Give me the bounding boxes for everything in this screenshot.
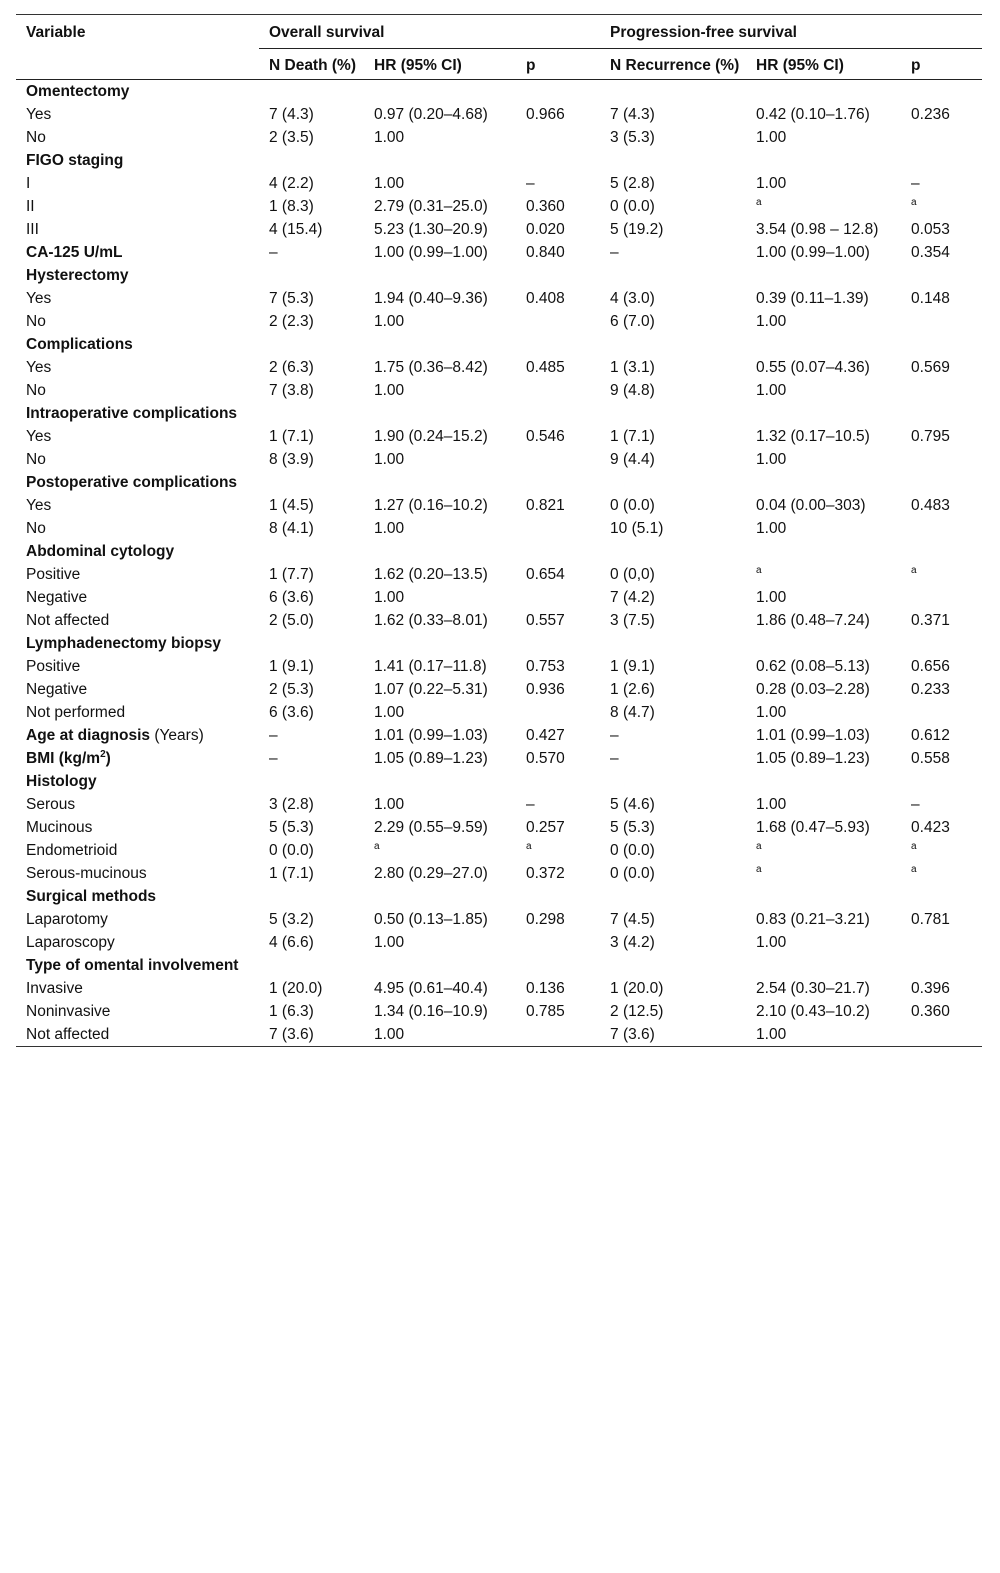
cell-os-n: 7 (4.3) bbox=[269, 106, 314, 123]
cell-os-hr: 0.50 (0.13–1.85) bbox=[374, 911, 488, 928]
cell-pfs-hr: 1.00 bbox=[756, 382, 787, 399]
cell-os-p: 0.546 bbox=[526, 428, 565, 445]
cell-pfs-p bbox=[901, 563, 982, 586]
footnote-marker: a bbox=[374, 841, 380, 852]
cell-pfs-n: 4 (3.0) bbox=[610, 290, 655, 307]
cell-pfs-hr: 1.05 (0.89–1.23) bbox=[756, 750, 870, 767]
table-row bbox=[16, 379, 982, 402]
group-row bbox=[16, 80, 982, 104]
cell-pfs-hr: 0.39 (0.11–1.39) bbox=[756, 290, 869, 307]
cell-os-n: 1 (7.7) bbox=[269, 566, 314, 583]
table-row bbox=[16, 931, 982, 954]
row-label: I bbox=[26, 175, 31, 192]
row-label: FIGO staging bbox=[26, 152, 124, 169]
cell-os-hr: 1.62 (0.20–13.5) bbox=[374, 566, 488, 583]
cell-pfs-hr: 0.62 (0.08–5.13) bbox=[756, 658, 870, 675]
header-pfs-n-recurrence: N Recurrence (%) bbox=[610, 57, 740, 74]
superscript: 2 bbox=[100, 749, 106, 760]
cell-os-hr: 1.94 (0.40–9.36) bbox=[374, 290, 488, 307]
row-label: Positive bbox=[26, 658, 81, 675]
cell-os-hr: 1.00 (0.99–1.00) bbox=[374, 244, 488, 261]
cell-os-hr: 1.01 (0.99–1.03) bbox=[374, 727, 488, 744]
cell-pfs-p bbox=[901, 517, 982, 540]
cell-pfs-n: 5 (5.3) bbox=[610, 819, 655, 836]
cell-pfs-p: 0.396 bbox=[911, 980, 950, 997]
table-row bbox=[16, 195, 982, 218]
cell-os-n: 4 (2.2) bbox=[269, 175, 314, 192]
group-row bbox=[16, 632, 982, 655]
cell-os-p: – bbox=[526, 175, 535, 192]
footnote-marker: a bbox=[911, 565, 917, 576]
cell-pfs-hr: 1.32 (0.17–10.5) bbox=[756, 428, 870, 445]
cell-pfs-n: 0 (0,0) bbox=[610, 566, 655, 583]
table-row bbox=[16, 517, 982, 540]
cell-os-p bbox=[516, 126, 600, 149]
cell-os-p bbox=[516, 701, 600, 724]
footnote-marker: a bbox=[756, 565, 762, 576]
cell-pfs-p bbox=[901, 448, 982, 471]
cell-pfs-n: 5 (19.2) bbox=[610, 221, 664, 238]
row-label: Negative bbox=[26, 589, 88, 606]
row-label: No bbox=[26, 382, 46, 399]
cell-os-hr: 1.34 (0.16–10.9) bbox=[374, 1003, 488, 1020]
cell-pfs-p: 0.360 bbox=[911, 1003, 950, 1020]
cell-pfs-hr: 2.10 (0.43–10.2) bbox=[756, 1003, 870, 1020]
cell-os-hr: 1.00 bbox=[374, 934, 405, 951]
cell-os-n: 1 (8.3) bbox=[269, 198, 314, 215]
cell-pfs-n: 9 (4.8) bbox=[610, 382, 655, 399]
table-row bbox=[16, 1000, 982, 1023]
cell-os-p: 0.020 bbox=[526, 221, 565, 238]
table-row bbox=[16, 724, 982, 747]
group-row bbox=[16, 471, 982, 494]
header-row-2 bbox=[16, 49, 982, 80]
cell-os-p: 0.936 bbox=[526, 681, 565, 698]
row-label: Serous-mucinous bbox=[26, 865, 147, 882]
cell-os-hr: 1.90 (0.24–15.2) bbox=[374, 428, 488, 445]
cell-os-n: 7 (3.6) bbox=[259, 1023, 364, 1047]
cell-pfs-hr: 0.83 (0.21–3.21) bbox=[756, 911, 870, 928]
row-label: Not affected bbox=[16, 1023, 259, 1047]
cell-pfs-p: 0.423 bbox=[911, 819, 950, 836]
cell-os-p: – bbox=[526, 796, 535, 813]
cell-os-hr: 1.00 bbox=[374, 589, 405, 606]
cell-os-p: 0.785 bbox=[526, 1003, 565, 1020]
footnote-marker: a bbox=[756, 197, 762, 208]
cell-os-n: 7 (3.8) bbox=[269, 382, 314, 399]
cell-os-n: 2 (3.5) bbox=[269, 129, 314, 146]
cell-os-n: 0 (0.0) bbox=[269, 842, 314, 859]
cell-pfs-n: 7 (4.5) bbox=[610, 911, 655, 928]
cell-os-n: 1 (7.1) bbox=[269, 865, 314, 882]
row-label: Positive bbox=[26, 566, 81, 583]
cell-pfs-hr bbox=[746, 862, 901, 885]
cell-pfs-hr: 0.42 (0.10–1.76) bbox=[756, 106, 870, 123]
cell-os-p: 0.570 bbox=[526, 750, 565, 767]
cell-os-p bbox=[516, 448, 600, 471]
table-row bbox=[16, 839, 982, 862]
cell-pfs-p: 0.236 bbox=[911, 106, 950, 123]
cell-pfs-n: 2 (12.5) bbox=[610, 1003, 664, 1020]
cell-pfs-p bbox=[901, 310, 982, 333]
cell-pfs-p bbox=[901, 931, 982, 954]
cell-pfs-p bbox=[901, 839, 982, 862]
row-label: Serous bbox=[26, 796, 76, 813]
cell-pfs-p: 0.795 bbox=[911, 428, 950, 445]
table-row bbox=[16, 862, 982, 885]
cell-pfs-hr: 0.28 (0.03–2.28) bbox=[756, 681, 870, 698]
cell-os-n: 4 (15.4) bbox=[269, 221, 323, 238]
cell-os-hr: 1.00 bbox=[374, 129, 405, 146]
row-label: Abdominal cytology bbox=[26, 543, 175, 560]
cell-os-p: 0.427 bbox=[526, 727, 565, 744]
row-label: Yes bbox=[26, 497, 52, 514]
table-row bbox=[16, 908, 982, 931]
cell-os-p bbox=[516, 517, 600, 540]
cell-os-p bbox=[516, 310, 600, 333]
cell-pfs-hr: 1.00 bbox=[756, 129, 787, 146]
header-os-p: p bbox=[526, 57, 536, 74]
cell-os-hr: 2.79 (0.31–25.0) bbox=[374, 198, 488, 215]
cell-pfs-n: – bbox=[610, 244, 619, 261]
row-label: Invasive bbox=[26, 980, 83, 997]
cell-pfs-hr bbox=[746, 195, 901, 218]
cell-pfs-p: 0.781 bbox=[911, 911, 950, 928]
cell-os-n: 1 (7.1) bbox=[269, 428, 314, 445]
group-row bbox=[16, 540, 982, 563]
cell-os-n: 8 (4.1) bbox=[269, 520, 314, 537]
row-label: Yes bbox=[26, 290, 52, 307]
cell-pfs-p: – bbox=[911, 175, 920, 192]
cell-os-hr: 1.62 (0.33–8.01) bbox=[374, 612, 488, 629]
cell-os-hr: 1.00 bbox=[374, 704, 405, 721]
table-row bbox=[16, 310, 982, 333]
header-pfs-p: p bbox=[911, 57, 921, 74]
cell-os-hr: 1.27 (0.16–10.2) bbox=[374, 497, 488, 514]
table-row bbox=[16, 816, 982, 839]
table-row bbox=[16, 701, 982, 724]
cell-pfs-n: 1 (7.1) bbox=[610, 428, 655, 445]
table-row bbox=[16, 356, 982, 379]
cell-os-hr: 1.41 (0.17–11.8) bbox=[374, 658, 487, 675]
table-row bbox=[16, 172, 982, 195]
row-label: Yes bbox=[26, 428, 52, 445]
cell-pfs-p bbox=[901, 862, 982, 885]
cell-os-p bbox=[516, 931, 600, 954]
cell-os-hr: 2.29 (0.55–9.59) bbox=[374, 819, 488, 836]
cell-pfs-p: 0.483 bbox=[911, 497, 950, 514]
group-row bbox=[16, 149, 982, 172]
cell-os-hr: 1.00 bbox=[374, 520, 405, 537]
cell-os-p bbox=[516, 379, 600, 402]
cell-pfs-hr: 1.00 bbox=[756, 175, 787, 192]
cell-os-p: 0.257 bbox=[526, 819, 565, 836]
cell-os-n: – bbox=[269, 750, 278, 767]
header-overall-survival: Overall survival bbox=[259, 15, 600, 49]
row-label: CA-125 U/mL bbox=[26, 244, 123, 261]
cell-os-n: 7 (5.3) bbox=[269, 290, 314, 307]
cell-pfs-hr: 2.54 (0.30–21.7) bbox=[756, 980, 870, 997]
cell-pfs-n: 6 (7.0) bbox=[610, 313, 655, 330]
row-label: Endometrioid bbox=[26, 842, 118, 859]
cell-pfs-hr bbox=[746, 839, 901, 862]
cell-pfs-n: 0 (0.0) bbox=[610, 865, 655, 882]
cell-pfs-n: 8 (4.7) bbox=[610, 704, 655, 721]
row-label: No bbox=[26, 451, 46, 468]
cell-pfs-p: 0.354 bbox=[911, 244, 950, 261]
cell-pfs-p bbox=[901, 126, 982, 149]
cell-pfs-hr: 1.00 bbox=[746, 1023, 901, 1047]
group-row bbox=[16, 954, 982, 977]
cell-pfs-hr: 1.01 (0.99–1.03) bbox=[756, 727, 870, 744]
cell-pfs-n: 7 (4.2) bbox=[610, 589, 655, 606]
row-label bbox=[16, 724, 259, 747]
cell-os-hr: 1.00 bbox=[374, 313, 405, 330]
table-row bbox=[16, 448, 982, 471]
cell-pfs-p bbox=[901, 195, 982, 218]
cell-os-hr: 1.00 bbox=[374, 796, 405, 813]
cell-os-n: 1 (4.5) bbox=[269, 497, 314, 514]
row-label: Surgical methods bbox=[26, 888, 157, 905]
header-row-1 bbox=[16, 15, 982, 49]
cell-pfs-n: 0 (0.0) bbox=[610, 198, 655, 215]
row-label: Intraoperative complications bbox=[26, 405, 238, 422]
cell-os-p: 0.840 bbox=[526, 244, 565, 261]
row-label bbox=[16, 747, 259, 770]
cell-pfs-p bbox=[901, 379, 982, 402]
footnote-marker: a bbox=[911, 864, 917, 875]
cell-os-p bbox=[516, 586, 600, 609]
cell-os-p bbox=[516, 839, 600, 862]
row-label: Negative bbox=[26, 681, 88, 698]
cell-os-hr: 1.05 (0.89–1.23) bbox=[374, 750, 488, 767]
cell-pfs-n: 9 (4.4) bbox=[610, 451, 655, 468]
cell-pfs-p: 0.656 bbox=[911, 658, 950, 675]
row-label: Not performed bbox=[26, 704, 126, 721]
cell-pfs-hr: 1.00 bbox=[756, 934, 787, 951]
cell-pfs-p: 0.612 bbox=[911, 727, 950, 744]
cell-os-n: 2 (5.3) bbox=[269, 681, 314, 698]
row-label: Hysterectomy bbox=[26, 267, 129, 284]
cell-os-hr: 0.97 (0.20–4.68) bbox=[374, 106, 488, 123]
cell-pfs-p: 0.148 bbox=[911, 290, 950, 307]
cell-pfs-p bbox=[901, 586, 982, 609]
cell-pfs-p: 0.053 bbox=[911, 221, 950, 238]
table-row bbox=[16, 494, 982, 517]
cell-os-n: 2 (2.3) bbox=[269, 313, 314, 330]
table-row bbox=[16, 793, 982, 816]
cell-pfs-n: 1 (3.1) bbox=[610, 359, 655, 376]
cell-pfs-hr: 0.55 (0.07–4.36) bbox=[756, 359, 870, 376]
cell-os-n: 6 (3.6) bbox=[269, 589, 314, 606]
cell-os-n: – bbox=[269, 244, 278, 261]
table-container bbox=[16, 14, 982, 1047]
cell-pfs-p: 0.569 bbox=[911, 359, 950, 376]
footnote-marker: a bbox=[756, 864, 762, 875]
cell-os-n: 6 (3.6) bbox=[269, 704, 314, 721]
cell-os-n: 3 (2.8) bbox=[269, 796, 314, 813]
cell-pfs-hr: 3.54 (0.98 – 12.8) bbox=[756, 221, 879, 238]
cell-os-hr: 1.00 bbox=[374, 451, 405, 468]
cell-pfs-n: 3 (4.2) bbox=[610, 934, 655, 951]
cell-os-hr: 2.80 (0.29–27.0) bbox=[374, 865, 488, 882]
cell-os-hr: 1.00 bbox=[364, 1023, 516, 1047]
cell-pfs-hr: 0.04 (0.00–303) bbox=[756, 497, 866, 514]
table-body bbox=[16, 80, 982, 1047]
cell-pfs-hr: 1.00 (0.99–1.00) bbox=[756, 244, 870, 261]
cell-os-p: 0.557 bbox=[526, 612, 565, 629]
cell-pfs-n: 0 (0.0) bbox=[610, 497, 655, 514]
cell-pfs-p: 0.233 bbox=[911, 681, 950, 698]
table-row bbox=[16, 425, 982, 448]
cell-os-p: 0.372 bbox=[526, 865, 565, 882]
footnote-marker: a bbox=[756, 841, 762, 852]
cell-pfs-hr: 1.00 bbox=[756, 704, 787, 721]
row-label: No bbox=[26, 129, 46, 146]
row-label: Yes bbox=[26, 106, 52, 123]
footnote-marker: a bbox=[911, 197, 917, 208]
cell-pfs-n: 1 (2.6) bbox=[610, 681, 655, 698]
group-row bbox=[16, 402, 982, 425]
cell-os-p: 0.654 bbox=[526, 566, 565, 583]
cell-pfs-n: 0 (0.0) bbox=[610, 842, 655, 859]
cell-os-n: 1 (20.0) bbox=[269, 980, 323, 997]
cell-os-n: 2 (5.0) bbox=[269, 612, 314, 629]
table-row bbox=[16, 678, 982, 701]
cell-os-n: – bbox=[269, 727, 278, 744]
footnote-marker: a bbox=[526, 841, 532, 852]
cell-os-n: 8 (3.9) bbox=[269, 451, 314, 468]
cell-os-hr: 5.23 (1.30–20.9) bbox=[374, 221, 488, 238]
cell-pfs-hr: 1.00 bbox=[756, 589, 787, 606]
cell-os-hr bbox=[364, 839, 516, 862]
table-row bbox=[16, 103, 982, 126]
cell-os-n: 5 (3.2) bbox=[269, 911, 314, 928]
row-label: Lymphadenectomy biopsy bbox=[26, 635, 221, 652]
cell-os-p: 0.485 bbox=[526, 359, 565, 376]
table-row bbox=[16, 747, 982, 770]
row-label: Complications bbox=[26, 336, 133, 353]
cell-os-p: 0.753 bbox=[526, 658, 565, 675]
cell-pfs-n: 7 (3.6) bbox=[600, 1023, 746, 1047]
row-label: Omentectomy bbox=[16, 80, 259, 104]
cell-pfs-n: 3 (5.3) bbox=[610, 129, 655, 146]
cell-os-p: 0.408 bbox=[526, 290, 565, 307]
cell-os-n: 5 (5.3) bbox=[269, 819, 314, 836]
table-row bbox=[16, 609, 982, 632]
table-row bbox=[16, 977, 982, 1000]
table-row bbox=[16, 586, 982, 609]
table-row bbox=[16, 655, 982, 678]
cell-pfs-n: 10 (5.1) bbox=[610, 520, 664, 537]
cell-pfs-p: – bbox=[911, 796, 920, 813]
group-row bbox=[16, 885, 982, 908]
table-row bbox=[16, 241, 982, 264]
cell-pfs-n: 5 (4.6) bbox=[610, 796, 655, 813]
group-row bbox=[16, 333, 982, 356]
row-label-bold: Age at diagnosis bbox=[26, 727, 151, 744]
cell-pfs-hr: 1.00 bbox=[756, 313, 787, 330]
cell-pfs-n: – bbox=[610, 750, 619, 767]
cell-os-n: 1 (6.3) bbox=[269, 1003, 314, 1020]
cell-pfs-p bbox=[901, 701, 982, 724]
header-progression-free-survival: Progression-free survival bbox=[600, 15, 982, 49]
cell-os-hr: 1.75 (0.36–8.42) bbox=[374, 359, 488, 376]
cell-pfs-n: 1 (20.0) bbox=[610, 980, 664, 997]
table-row bbox=[16, 126, 982, 149]
row-label: No bbox=[26, 313, 46, 330]
group-row bbox=[16, 264, 982, 287]
cell-os-p: 0.298 bbox=[526, 911, 565, 928]
cell-pfs-n: 7 (4.3) bbox=[610, 106, 655, 123]
cell-pfs-hr bbox=[746, 563, 901, 586]
cell-os-n: 4 (6.6) bbox=[269, 934, 314, 951]
cell-os-p: 0.136 bbox=[526, 980, 565, 997]
row-label-bold: BMI $(kg/m^2)$ bbox=[26, 749, 111, 767]
footnote-marker: a bbox=[911, 841, 917, 852]
row-label: Yes bbox=[26, 359, 52, 376]
group-row bbox=[16, 770, 982, 793]
row-label: Not affected bbox=[26, 612, 110, 629]
cell-pfs-hr: 1.00 bbox=[756, 451, 787, 468]
cell-pfs-p bbox=[901, 1023, 982, 1047]
cell-pfs-n: 1 (9.1) bbox=[610, 658, 655, 675]
cell-os-p: 0.360 bbox=[526, 198, 565, 215]
survival-table bbox=[16, 14, 982, 1047]
cell-os-p: 0.821 bbox=[526, 497, 565, 514]
cell-pfs-hr: 1.00 bbox=[756, 796, 787, 813]
cell-pfs-p: 0.558 bbox=[911, 750, 950, 767]
header-pfs-hr: HR (95% CI) bbox=[756, 57, 844, 74]
row-label-unit: (Years) bbox=[150, 727, 204, 744]
cell-os-p: 0.966 bbox=[526, 106, 565, 123]
cell-pfs-n: 5 (2.8) bbox=[610, 175, 655, 192]
cell-pfs-n: – bbox=[610, 727, 619, 744]
row-label: Postoperative complications bbox=[26, 474, 238, 491]
table-row bbox=[16, 1023, 982, 1047]
cell-os-hr: 1.07 (0.22–5.31) bbox=[374, 681, 488, 698]
row-label: Histology bbox=[26, 773, 97, 790]
cell-os-hr: 4.95 (0.61–40.4) bbox=[374, 980, 488, 997]
cell-os-hr: 1.00 bbox=[374, 382, 405, 399]
cell-os-n: 1 (9.1) bbox=[269, 658, 314, 675]
row-label: II bbox=[26, 198, 35, 215]
cell-pfs-hr: 1.68 (0.47–5.93) bbox=[756, 819, 870, 836]
cell-os-p bbox=[516, 1023, 600, 1047]
header-os-hr: HR (95% CI) bbox=[374, 57, 462, 74]
row-label: Type of omental involvement bbox=[26, 957, 239, 974]
cell-os-hr: 1.00 bbox=[374, 175, 405, 192]
row-label: No bbox=[26, 520, 46, 537]
row-label: Noninvasive bbox=[26, 1003, 111, 1020]
cell-pfs-hr: 1.86 (0.48–7.24) bbox=[756, 612, 870, 629]
table-row bbox=[16, 218, 982, 241]
table-row bbox=[16, 563, 982, 586]
cell-os-n: 2 (6.3) bbox=[269, 359, 314, 376]
row-label: Mucinous bbox=[26, 819, 93, 836]
header-os-n-death: N Death (%) bbox=[269, 57, 356, 74]
row-label: Laparotomy bbox=[26, 911, 108, 928]
table-row bbox=[16, 287, 982, 310]
row-label: III bbox=[26, 221, 39, 238]
cell-pfs-p: 0.371 bbox=[911, 612, 950, 629]
header-variable: Variable bbox=[16, 15, 259, 49]
row-label: Laparoscopy bbox=[26, 934, 115, 951]
cell-pfs-hr: 1.00 bbox=[756, 520, 787, 537]
cell-pfs-n: 3 (7.5) bbox=[610, 612, 655, 629]
